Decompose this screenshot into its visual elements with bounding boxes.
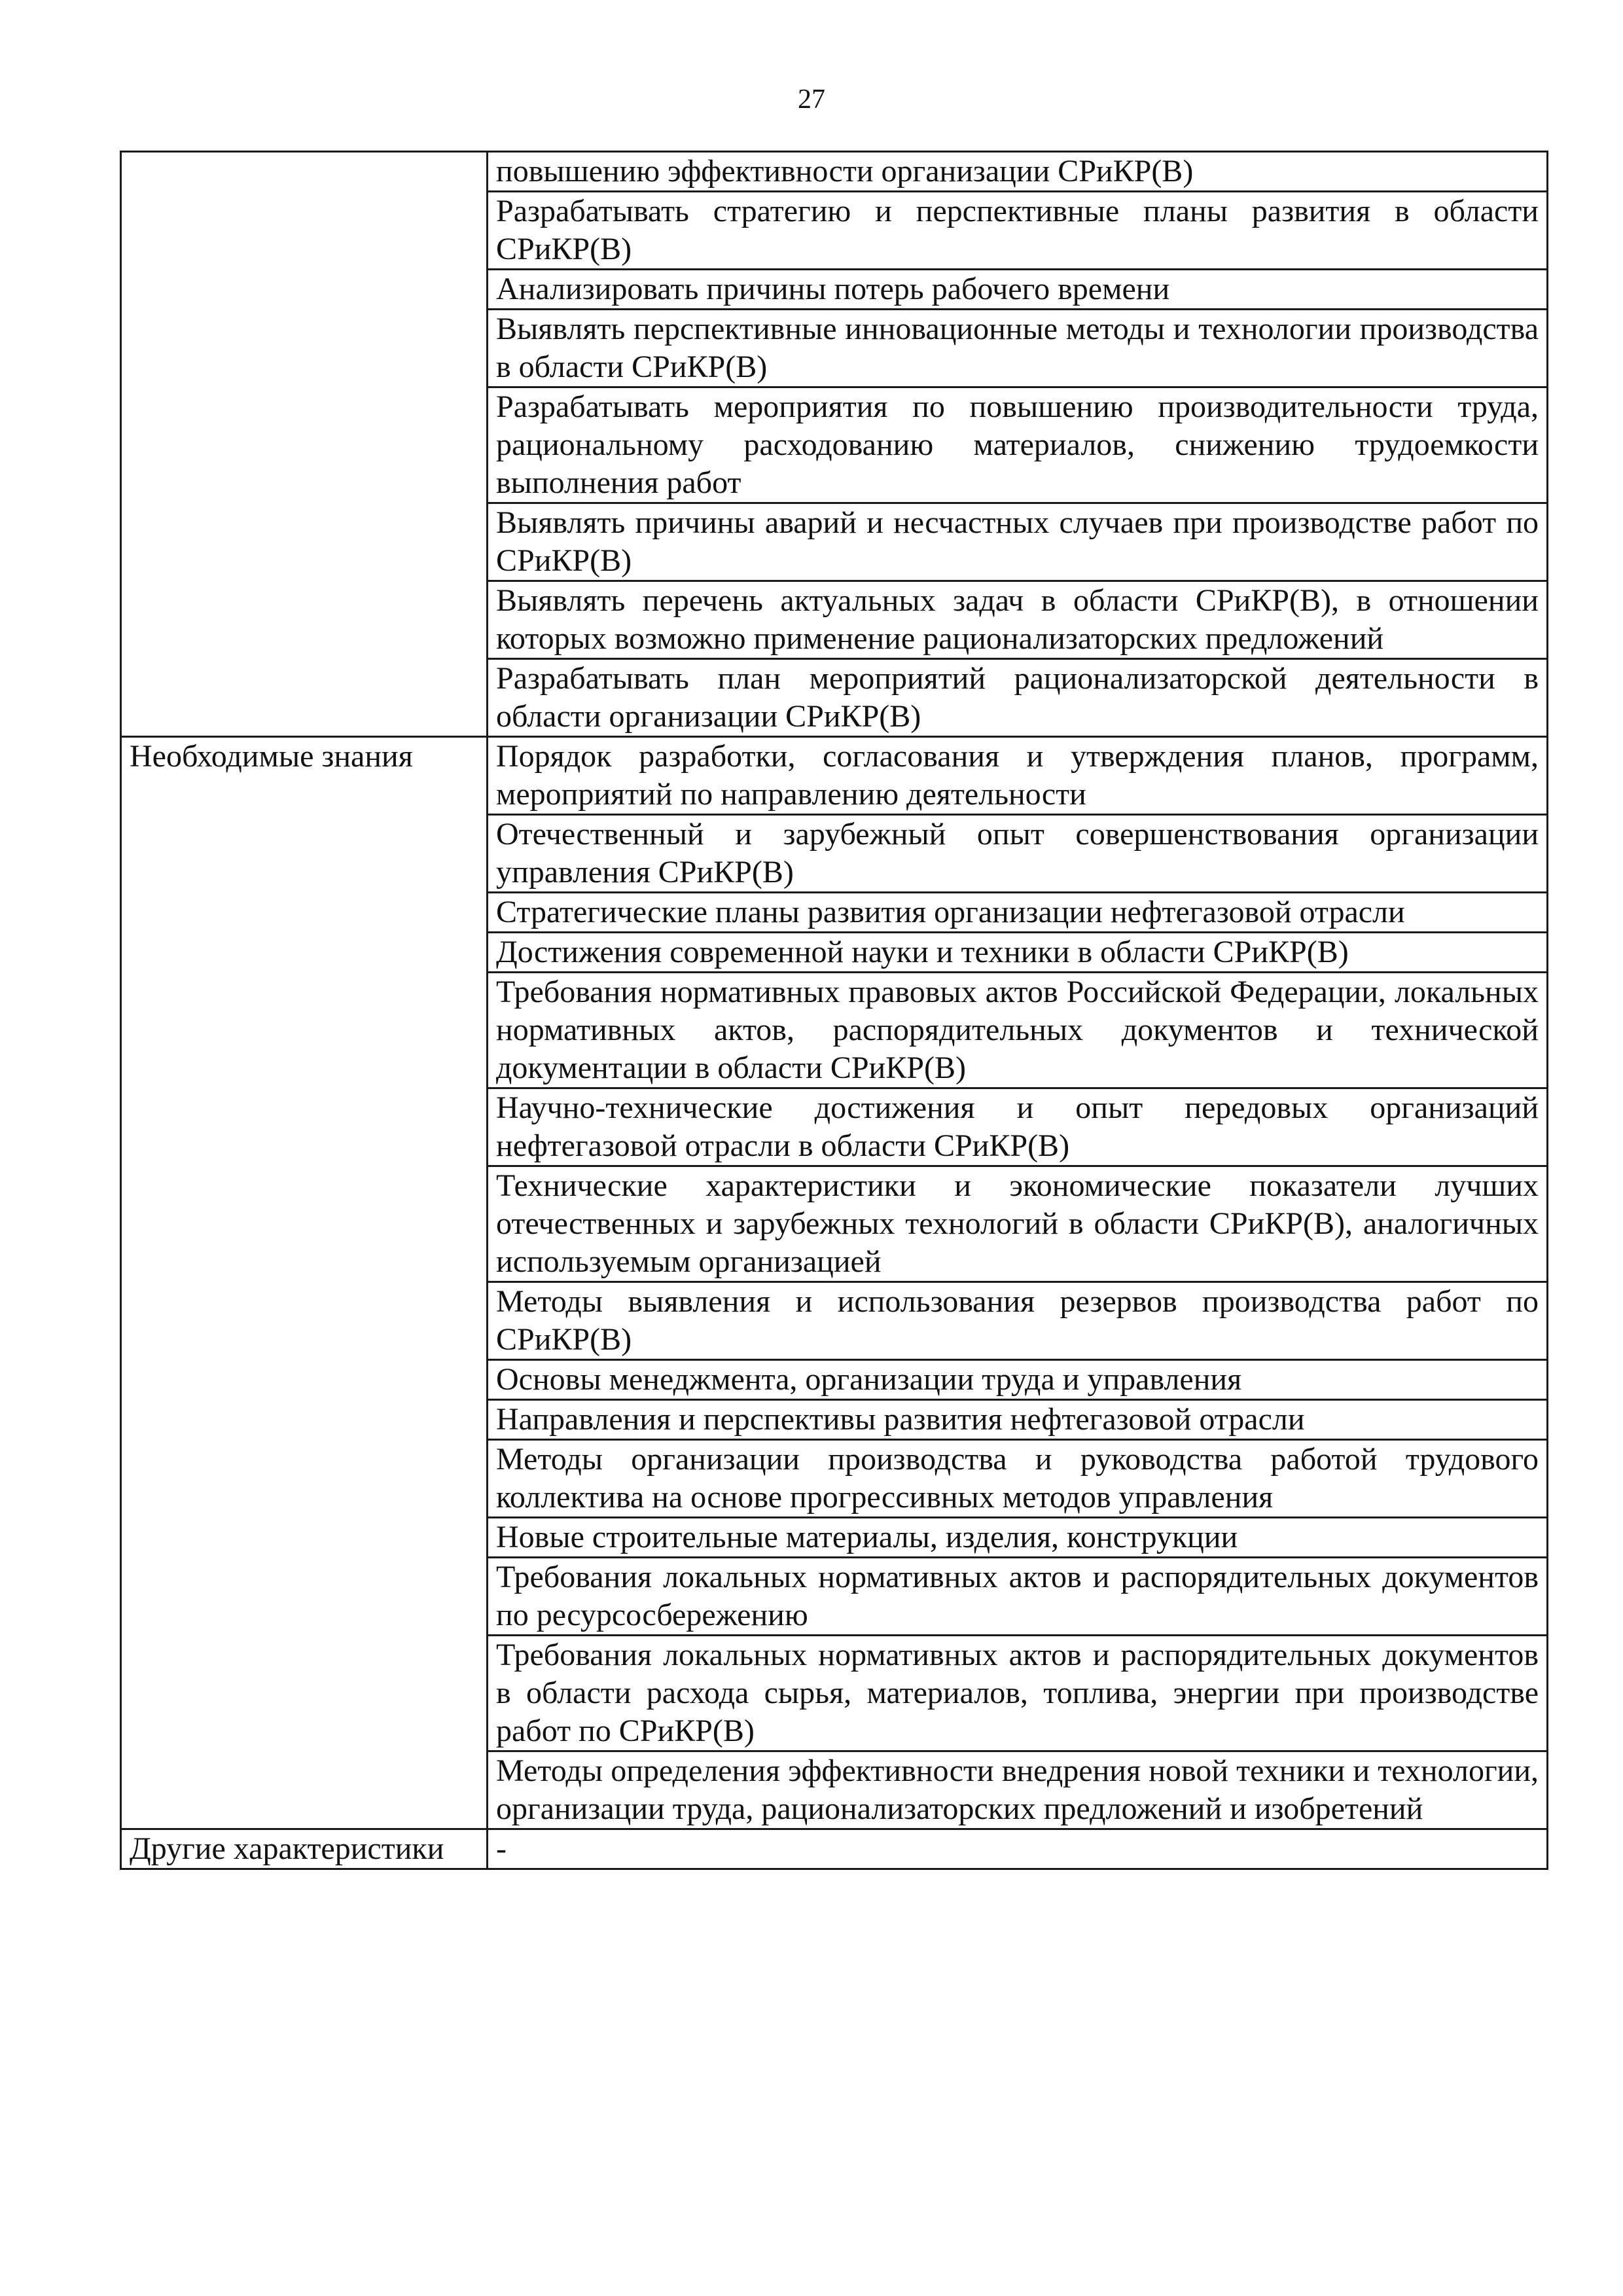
table-cell-item: Порядок разработки, согласования и утверждения планов, программ, мероприятий по направлению деятельности xyxy=(488,737,1548,815)
table-cell-item: Достижения современной науки и техники в области СРиКР(В) xyxy=(488,933,1548,973)
table-cell-item: Выявлять перспективные инновационные методы и технологии производства в области СРиКР(В) xyxy=(488,310,1548,387)
table-row xyxy=(121,1829,1548,1869)
table-cell-item: Требования локальных нормативных актов и распорядительных документов по ресурсосбережению xyxy=(488,1558,1548,1636)
table-cell-item: Новые строительные материалы, изделия, конструкции xyxy=(488,1518,1548,1558)
table-cell-item: Стратегические планы развития организации нефтегазовой отрасли xyxy=(488,893,1548,933)
table-cell-item: Научно-технические достижения и опыт передовых организаций нефтегазовой отрасли в области СРиКР(В) xyxy=(488,1088,1548,1166)
table-cell-item: Основы менеджмента, организации труда и управления xyxy=(488,1360,1548,1400)
section-label-other: Другие характеристики xyxy=(121,1829,488,1869)
table-cell-item: Направления и перспективы развития нефтегазовой отрасли xyxy=(488,1400,1548,1440)
table-cell-item: Разрабатывать план мероприятий рационализаторской деятельности в области организации СРиКР(В) xyxy=(488,659,1548,737)
table-cell-item: Технические характеристики и экономические показатели лучших отечественных и зарубежных технологий в области СРиКР(В), аналогичных используемым организацией xyxy=(488,1166,1548,1282)
section-label-continued xyxy=(121,152,488,737)
table-cell-item: Методы выявления и использования резервов производства работ по СРиКР(В) xyxy=(488,1282,1548,1360)
page-number: 27 xyxy=(798,84,825,115)
table-cell-item: Отечественный и зарубежный опыт совершенствования организации управления СРиКР(В) xyxy=(488,815,1548,893)
table-cell-item: Требования локальных нормативных актов и распорядительных документов в области расхода сырья, материалов, топлива, энергии при производстве работ по СРиКР(В) xyxy=(488,1636,1548,1751)
table-cell-item: Разрабатывать мероприятия по повышению производительности труда, рациональному расходованию материалов, снижению трудоемкости выполнения работ xyxy=(488,387,1548,503)
table-row xyxy=(121,737,1548,815)
section-label-knowledge: Необходимые знания xyxy=(121,737,488,1829)
table-cell-item: Выявлять перечень актуальных задач в области СРиКР(В), в отношении которых возможно применение рационализаторских предложений xyxy=(488,581,1548,659)
requirements-table xyxy=(120,151,1548,1870)
table-cell-item: Выявлять причины аварий и несчастных случаев при производстве работ по СРиКР(В) xyxy=(488,503,1548,581)
table-cell-item: Методы определения эффективности внедрения новой техники и технологии, организации труда, рационализаторских предложений и изобретений xyxy=(488,1751,1548,1829)
table-cell-item: Анализировать причины потерь рабочего времени xyxy=(488,270,1548,310)
table-cell-item: повышению эффективности организации СРиКР(В) xyxy=(488,152,1548,192)
table-row xyxy=(121,152,1548,192)
table-cell-item: Разрабатывать стратегию и перспективные планы развития в области СРиКР(В) xyxy=(488,192,1548,270)
table-cell-item: Требования нормативных правовых актов Российской Федерации, локальных нормативных актов, распорядительных документов и технической документации в области СРиКР(В) xyxy=(488,973,1548,1088)
table-cell-item: Методы организации производства и руководства работой трудового коллектива на основе прогрессивных методов управления xyxy=(488,1440,1548,1518)
table-cell-item: - xyxy=(488,1829,1548,1869)
